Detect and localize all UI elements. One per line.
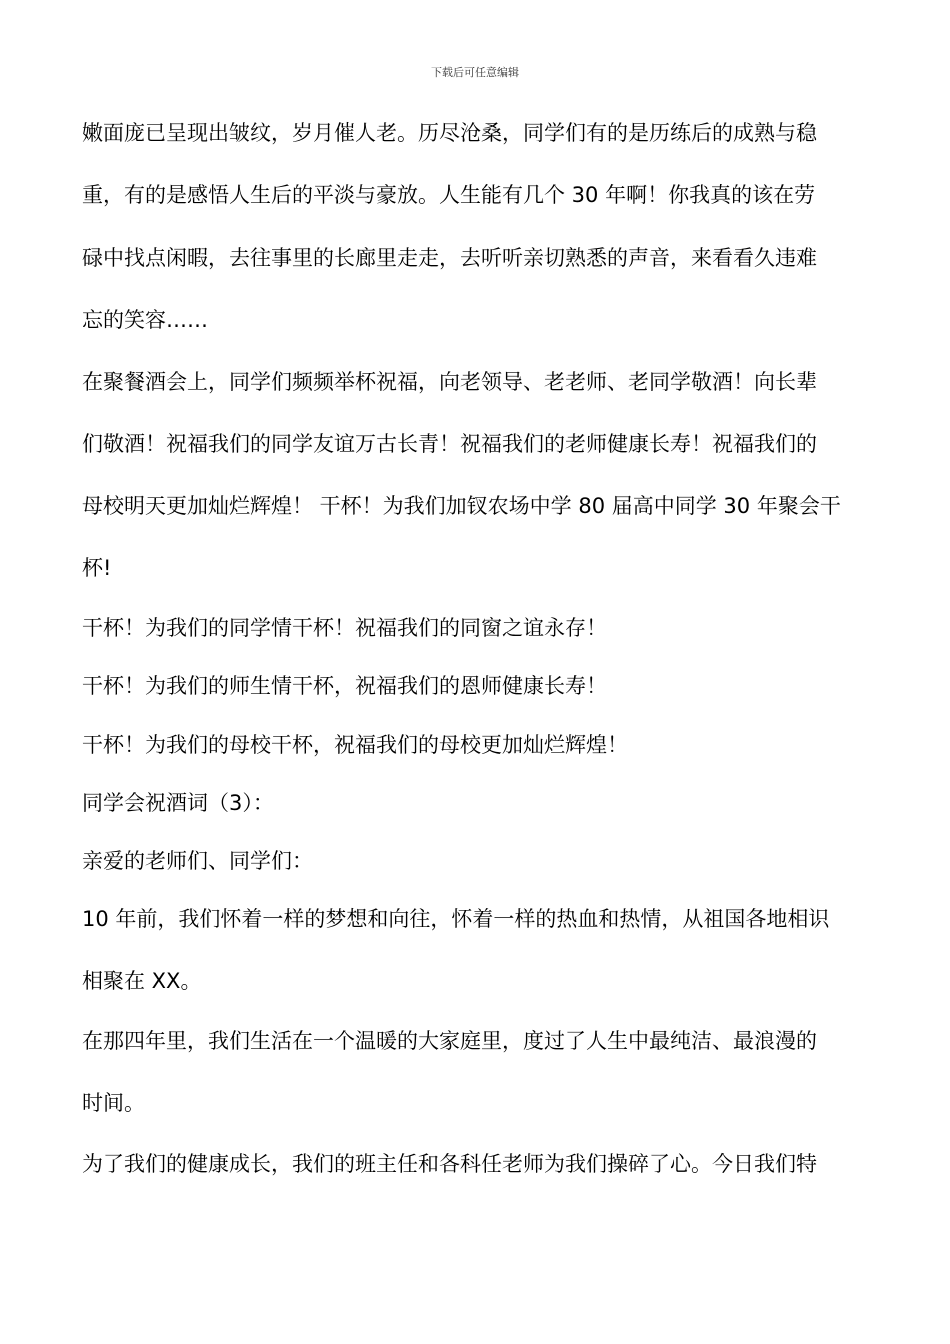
text-line: 干杯！为我们的同学情干杯！祝福我们的同窗之谊永存！ [82,616,607,640]
section-heading: 同学会祝酒词（3）： [82,791,274,815]
text-line: 在那四年里，我们生活在一个温暖的大家庭里，度过了人生中最纯洁、最浪漫的 [82,1029,817,1053]
text-line: 相聚在 XX。 [82,969,202,993]
text-line: 们敬酒！祝福我们的同学友谊万古长青！祝福我们的老师健康长寿！祝福我们的 [82,432,817,456]
text-line: 为了我们的健康成长，我们的班主任和各科任老师为我们操碎了心。今日我们特 [82,1152,817,1176]
text-line: 碌中找点闲暇，去往事里的长廊里走走，去听听亲切熟悉的声音，来看看久违难 [82,246,817,270]
page-header-note: 下载后可任意编辑 [431,66,519,79]
text-line: 干杯！为我们的母校干杯，祝福我们的母校更加灿烂辉煌！ [82,733,628,757]
text-line: 忘的笑容…… [82,308,208,332]
text-line: 母校明天更加灿烂辉煌！ 干杯！为我们加钗农场中学 80 届高中同学 30 年聚会干 [82,494,841,518]
text-line: 10 年前，我们怀着一样的梦想和向往，怀着一样的热血和热情，从祖国各地相识 [82,907,830,931]
text-line: 在聚餐酒会上，同学们频频举杯祝福，向老领导、老老师、老同学敬酒！向长辈 [82,370,817,394]
salutation: 亲爱的老师们、同学们： [82,849,313,873]
text-line: 重，有的是感悟人生后的平淡与豪放。人生能有几个 30 年啊！你我真的该在劳 [82,183,816,207]
text-line: 嫩面庞已呈现出皱纹，岁月催人老。历尽沧桑，同学们有的是历练后的成熟与稳 [82,121,817,145]
text-line: 杯! [82,556,112,580]
text-line: 干杯！为我们的师生情干杯，祝福我们的恩师健康长寿！ [82,674,607,698]
text-line: 时间。 [82,1091,145,1115]
